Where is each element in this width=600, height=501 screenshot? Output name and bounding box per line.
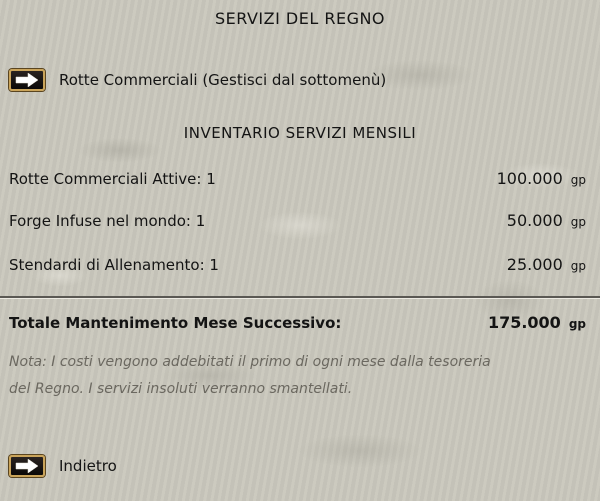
total-value [488, 313, 586, 332]
inventory-row-label: Stendardi di Allenamento: 1 [9, 256, 219, 274]
inventory-row-value [507, 211, 586, 230]
inventory-row-value [497, 169, 586, 188]
back-option[interactable] [9, 454, 117, 478]
divider [0, 296, 600, 299]
back-option-label[interactable]: Indietro [59, 457, 117, 475]
arrow-right-icon[interactable] [9, 455, 45, 477]
inventory-row-amount: 100.000 [496, 169, 563, 188]
inventory-row-amount: 25.000 [506, 255, 563, 274]
inventory-row-unit: gp [570, 259, 586, 273]
total-label: Totale Mantenimento Mese Successivo: [9, 314, 342, 332]
inventory-row-unit: gp [570, 215, 586, 229]
trade-routes-option[interactable] [9, 68, 386, 92]
note-text: Nota: I costi vengono addebitati il primo di ogni mese dalla tesoreria del Regno. I servizi insoluti verranno smantellati. [9, 354, 491, 397]
inventory-row-amount: 50.000 [506, 211, 563, 230]
total-unit: gp [568, 317, 586, 331]
trade-routes-option-label[interactable]: Rotte Commerciali (Gestisci dal sottomenù) [59, 71, 387, 89]
page-title: SERVIZI DEL REGNO [214, 9, 386, 28]
inventory-title: INVENTARIO SERVIZI MENSILI [183, 124, 417, 142]
arrow-right-icon[interactable] [9, 69, 45, 91]
inventory-row-label: Forge Infuse nel mondo: 1 [9, 212, 206, 230]
inventory-row-label: Rotte Commerciali Attive: 1 [9, 170, 216, 188]
inventory-row-value [507, 255, 586, 274]
inventory-row-unit: gp [570, 173, 586, 187]
total-amount: 175.000 [487, 313, 561, 332]
